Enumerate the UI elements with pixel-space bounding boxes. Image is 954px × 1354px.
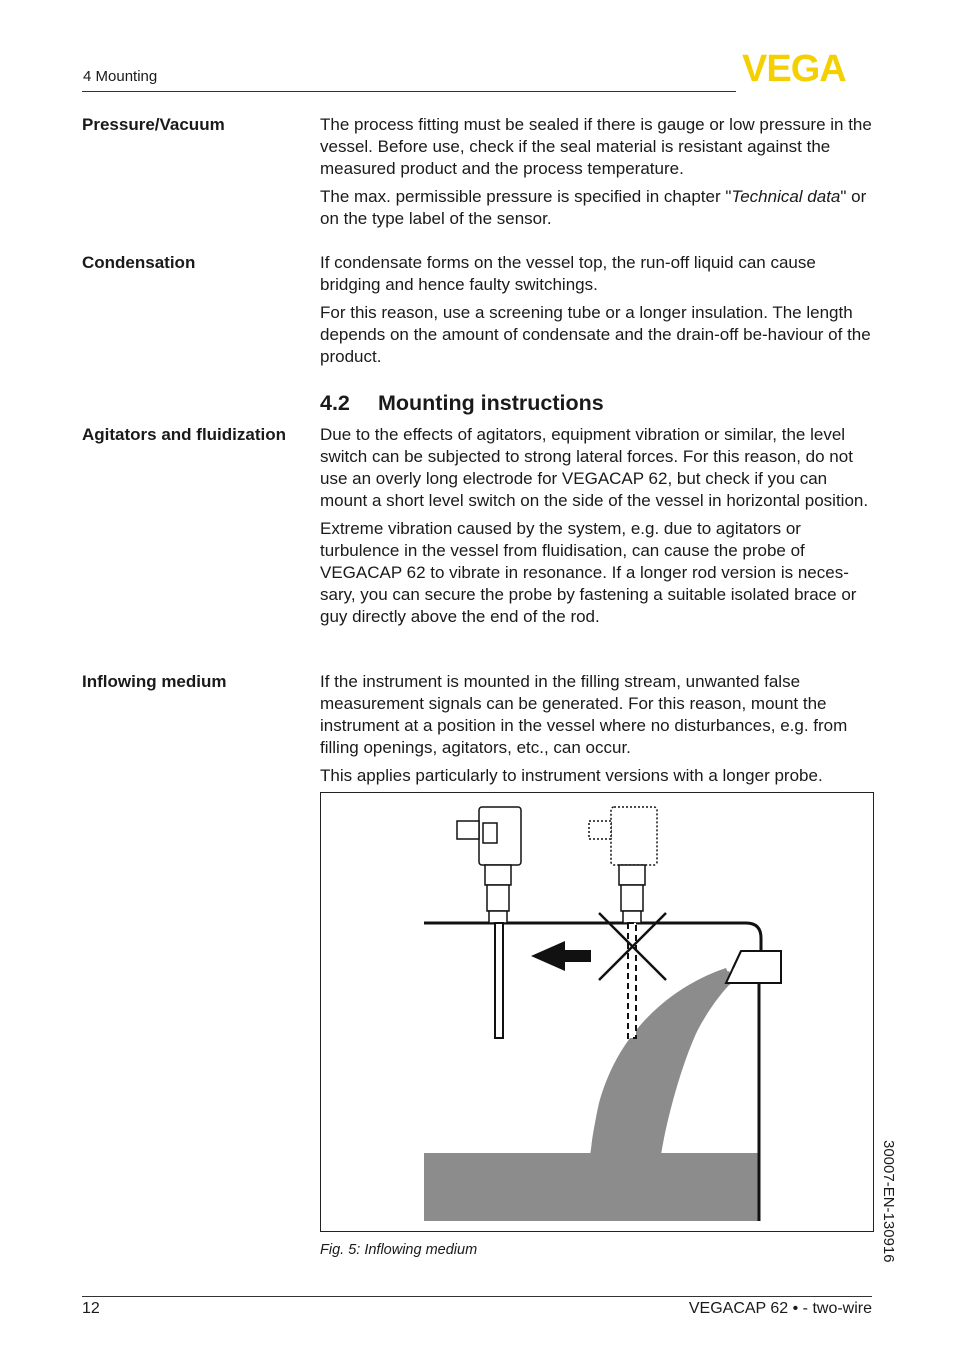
section-number: 4.2: [320, 391, 350, 415]
paragraph: For this reason, use a screening tube or a longer insulation. The length depends on the amount of condensate and the drain-off be-haviour of the product.: [320, 303, 871, 366]
paragraph: Extreme vibration caused by the system, e.g. due to agitators or turbulence in the vessel from fluidisation, can cause the probe of VEGACAP 62 to vibrate in resonance. If a longer rod version is neces-sary, you can secure the probe by fastening a suitable isolated brace or guy directly above the end of the rod.: [320, 519, 857, 626]
paragraph: If condensate forms on the vessel top, the run-off liquid can cause bridging and hence faulty switchings.: [320, 253, 816, 294]
footer-rule: [82, 1296, 872, 1297]
svg-text:VEGA: VEGA: [742, 50, 846, 84]
page-number: 12: [82, 1300, 100, 1317]
label-agitators: Agitators and fluidization: [82, 425, 286, 444]
section-heading: [320, 391, 604, 416]
figure-illustration: [321, 793, 873, 1231]
vessel-wall: [424, 923, 761, 951]
filling-stream-main: [591, 971, 733, 1155]
header-chapter: 4 Mounting: [83, 68, 158, 85]
section-title: Mounting instructions: [378, 391, 604, 415]
inflowing-medium-text: [320, 671, 875, 793]
label-pressure-vacuum: Pressure/Vacuum: [82, 115, 225, 134]
pressure-vacuum-text: [320, 114, 875, 236]
figure-inflowing-medium: [320, 792, 874, 1232]
agitators-text: [320, 424, 875, 634]
figure-caption: Fig. 5: Inflowing medium: [320, 1242, 478, 1258]
paragraph: Due to the effects of agitators, equipment vibration or similar, the level switch can be subjected to strong lateral forces. For this reason, do not use an overly long electrode for VEGACAP 62, but check if you can mount a short level switch on the side of the vessel in horizontal position.: [320, 425, 869, 510]
condensation-text: [320, 252, 875, 374]
paragraph: If the instrument is mounted in the filling stream, unwanted false measurement signals can be generated. For this reason, mount the instrument at a position in the vessel where no disturbances, e.g. from filling openings, agitators, etc., can occur.: [320, 672, 848, 757]
label-inflowing-medium: Inflowing medium: [82, 672, 227, 691]
paragraph: The max. permissible pressure is specified in chapter "Technical data" or on the type label of the sensor.: [320, 187, 867, 228]
paragraph: The process fitting must be sealed if there is gauge or low pressure in the vessel. Before use, check if the seal material is resistant against the measured product and the process temperature.: [320, 115, 872, 178]
header-rule: [82, 91, 736, 92]
paragraph: This applies particularly to instrument versions with a longer probe.: [320, 766, 823, 785]
document-code: 30007-EN-130916: [880, 1140, 897, 1263]
product-level: [424, 1153, 759, 1221]
label-condensation: Condensation: [82, 253, 196, 272]
vega-logo: [742, 50, 872, 84]
technical-data-ref: Technical data: [731, 187, 841, 206]
footer-product: VEGACAP 62 • - two-wire: [688, 1300, 872, 1317]
arrow-left: [531, 941, 591, 971]
